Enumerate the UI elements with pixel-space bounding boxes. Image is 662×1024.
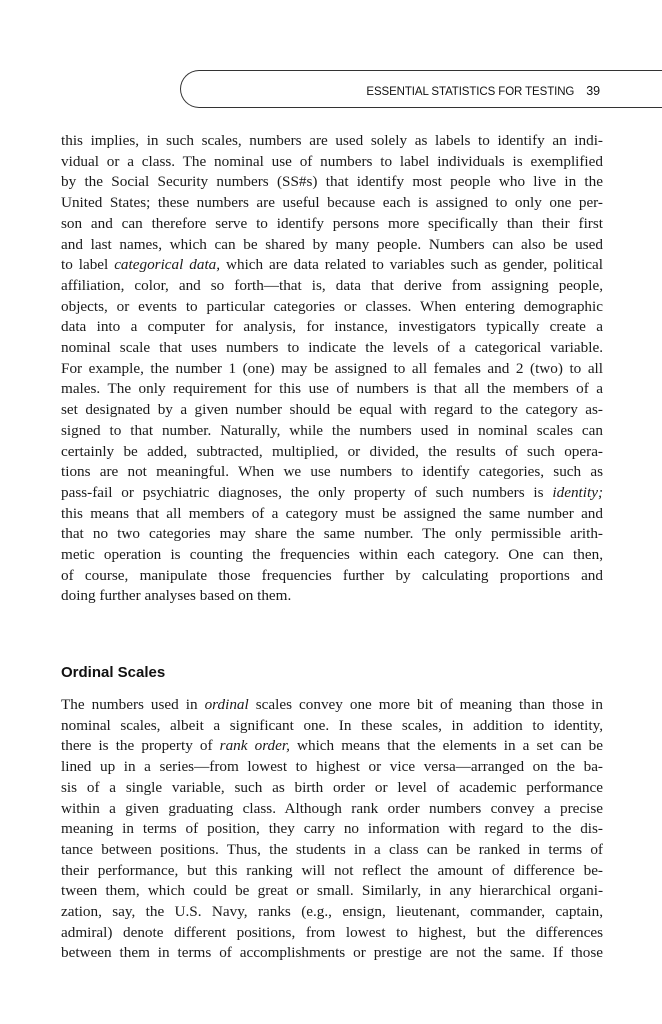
text-line: nominal scales, albeit a significant one. In these scales, in addition to identity,: [61, 716, 603, 734]
italic-term-identity: identity;: [552, 483, 603, 501]
text-line: [61, 483, 603, 504]
text-line: son and can therefore serve to identify persons more specifically than their first: [61, 214, 603, 232]
italic-term-categorical-data: categorical data,: [114, 256, 221, 274]
text-line: affiliation, color, and so forth—that is, data that derive from assigning people,: [61, 276, 603, 294]
text-run: there is the property of: [61, 737, 220, 755]
text-line: that no two categories may share the same number. The only permissible arith-: [61, 525, 603, 543]
text-line: vidual or a class. The nominal use of numbers to label individuals is exemplified: [61, 152, 603, 170]
text-line: tions are not meaningful. When we use numbers to identify categories, such as: [61, 463, 603, 481]
text-line: lined up in a series—from lowest to highest or vice versa—arranged on the ba-: [61, 758, 603, 776]
text-line: doing further analyses based on them.: [61, 587, 292, 605]
text-line: nominal scale that uses numbers to indicate the levels of a categorical variable.: [61, 339, 603, 357]
text-line: tance between positions. Thus, the students in a class can be ranked in terms of: [61, 840, 603, 858]
text-line: [61, 736, 603, 757]
italic-term-ordinal: ordinal: [204, 696, 249, 713]
text-run: pass-fail or psychiatric diagnoses, the only property of such numbers is: [61, 483, 553, 501]
text-run: which are data related to variables such as gender, political: [220, 256, 603, 274]
text-line: within a given graduating class. Although rank order numbers convey a precise: [61, 799, 603, 817]
running-header: [366, 84, 600, 98]
text-run: The numbers used in: [61, 696, 205, 713]
text-line: United States; these numbers are useful because each is assigned to only one per-: [61, 194, 603, 212]
text-line: meaning in terms of position, they carry no information with regard to the dis-: [61, 820, 603, 838]
text-line: [61, 695, 603, 716]
text-line: this means that all members of a category must be assigned the same number and: [61, 504, 603, 522]
text-line: tween them, which could be great or small. Similarly, in any hierarchical organi-: [61, 882, 603, 900]
running-title: ESSENTIAL STATISTICS FOR TESTING: [366, 86, 575, 98]
text-run: which means that the elements in a set can be: [289, 737, 604, 755]
text-line: admiral) denote different positions, from lowest to highest, but the differences: [61, 923, 603, 941]
text-line: For example, the number 1 (one) may be assigned to all females and 2 (two) to all: [61, 359, 603, 377]
text-line: metic operation is counting the frequencies within each category. One can then,: [61, 546, 603, 564]
text-line: objects, or events to particular categories or classes. When entering demographic: [61, 297, 603, 315]
text-run: scales convey one more bit of meaning than those in: [248, 696, 603, 713]
text-line: signed to that number. Naturally, while the numbers used in nominal scales can: [61, 421, 603, 439]
text-line: data into a computer for analysis, for instance, investigators typically create a: [61, 318, 603, 336]
text-line: of course, manipulate those frequencies further by calculating proportions and: [61, 566, 603, 584]
section-heading: Ordinal Scales: [61, 664, 166, 681]
italic-term-rank-order: rank order,: [219, 737, 290, 755]
text-line: between them in terms of accomplishments or prestige are not the same. If those: [61, 944, 603, 962]
text-line: zation, say, the U.S. Navy, ranks (e.g., ensign, lieutenant, commander, captain,: [61, 903, 603, 921]
text-line: and last names, which can be shared by many people. Numbers can also be used: [61, 235, 603, 253]
text-line: males. The only requirement for this use of numbers is that all the members of a: [61, 380, 603, 398]
page-number: 39: [586, 84, 600, 98]
paragraph-ordinal-scales: [61, 695, 603, 964]
text-line: by the Social Security numbers (SS#s) that identify most people who live in the: [61, 173, 603, 191]
text-run: to label: [61, 256, 115, 274]
text-line: sis of a single variable, such as birth order or level of academic performance: [61, 778, 603, 796]
text-line: [61, 255, 603, 276]
text-line: this implies, in such scales, numbers are used solely as labels to identify an indi-: [61, 132, 603, 149]
text-line: set designated by a given number should be equal with regard to the category as-: [61, 401, 603, 419]
text-line: their performance, but this ranking will not reflect the amount of difference be-: [61, 861, 603, 879]
text-line: certainly be added, subtracted, multiplied, or divided, the results of such opera-: [61, 442, 603, 460]
paragraph-nominal-scales: [61, 131, 603, 607]
